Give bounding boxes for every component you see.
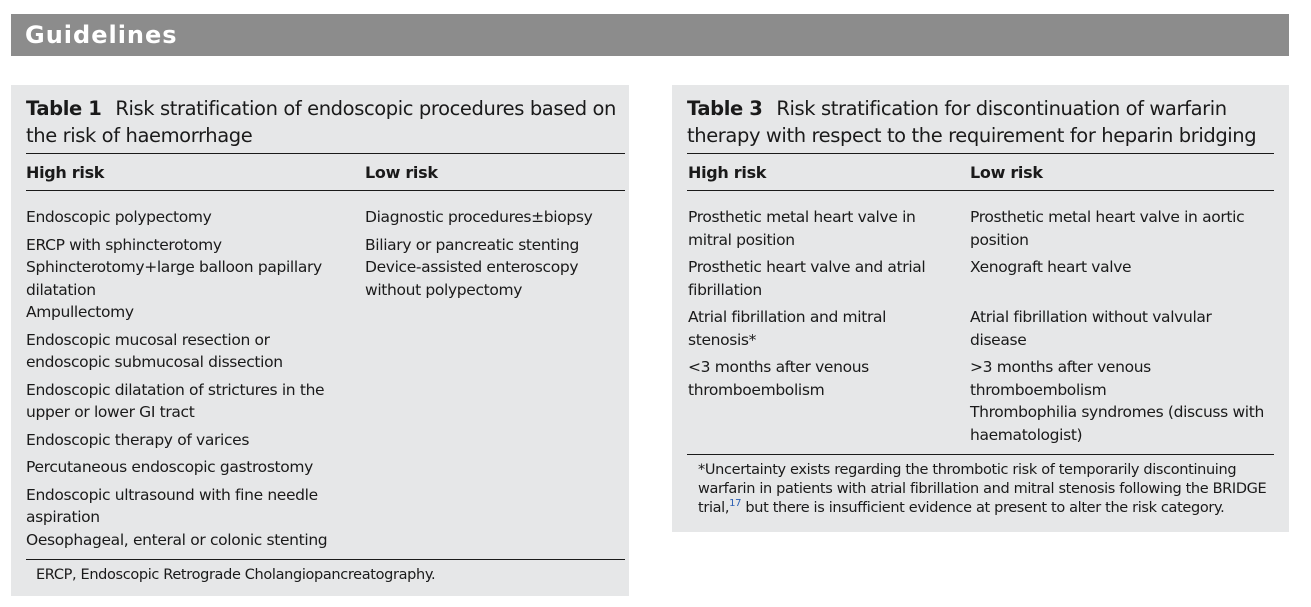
table-cell: Prosthetic metal heart valve in aortic position [970,208,1245,249]
table-3-bottom-rule [687,454,1274,455]
table-cell: Endoscopic ultrasound with fine needle aspiration [26,485,318,526]
table-cell: Diagnostic procedures±biopsy [365,208,593,226]
table-1-header-rule [26,190,625,191]
table-1-low-column [365,206,615,301]
table-3-header-low: Low risk [970,163,1043,182]
table-cell: Endoscopic dilatation of strictures in the upper or lower GI tract [26,380,325,421]
table-cell: Sphincterotomy+large balloon papillary dilatation [26,258,322,299]
table-3-high-column [688,206,928,401]
section-title: Guidelines [25,21,178,49]
table-1-header-high: High risk [26,163,105,182]
table-3-low-column [970,206,1272,446]
table-cell: Thrombophilia syndromes (discuss with haematologist) [970,403,1264,444]
table-1-header-low: Low risk [365,163,438,182]
table-1-caption [26,95,616,149]
table-cell: Prosthetic heart valve and atrial fibrillation [688,258,926,299]
table-3-caption [687,95,1277,149]
table-cell: >3 months after venous thromboembolism [970,358,1151,399]
table-cell: Biliary or pancreatic stenting [365,235,579,254]
table-cell: Endoscopic therapy of varices [26,430,250,449]
reference-17-link[interactable]: 17 [729,498,742,509]
table-1-top-rule [26,153,625,154]
table-1-number: Table 1 [26,97,102,120]
table-3-header-rule [687,190,1274,191]
table-3-footnote-text: *Uncertainty exists regarding the thrombotic risk of temporarily discontinuing warfarin in patients with atrial fibrillation and mitral stenosis following the BRIDGE trial, [698,462,1267,516]
table-3-panel [672,85,1289,532]
table-1-footnote: ERCP, Endoscopic Retrograde Cholangiopancreatography. [36,567,436,583]
table-cell: Device-assisted enteroscopy without polypectomy [365,258,579,299]
table-3-caption-text: Risk stratification for discontinuation of warfarin therapy with respect to the requirement for heparin bridging [687,97,1257,147]
table-1-high-column [26,206,351,551]
table-1-caption-text: Risk stratification of endoscopic procedures based on the risk of haemorrhage [26,97,616,147]
table-3-top-rule [687,153,1274,154]
table-cell: Endoscopic polypectomy [26,208,212,226]
table-3-footnote [698,461,1268,518]
section-banner [11,14,1289,56]
table-cell: Oesophageal, enteral or colonic stenting [26,530,328,549]
table-3-header-high: High risk [688,163,767,182]
table-cell: Ampullectomy [26,303,134,321]
table-3-number: Table 3 [687,97,763,120]
table-cell: Prosthetic metal heart valve in mitral position [688,208,916,249]
table-cell: Percutaneous endoscopic gastrostomy [26,458,313,476]
table-cell: Atrial fibrillation and mitral stenosis* [688,308,887,349]
table-cell: <3 months after venous thromboembolism [688,358,869,399]
table-3-footnote-text-end: but there is insufficient evidence at present to alter the risk category. [741,500,1225,516]
table-cell: ERCP with sphincterotomy [26,235,222,254]
table-cell: Xenograft heart valve [970,258,1132,276]
table-cell: Endoscopic mucosal resection or endoscopic submucosal dissection [26,330,283,371]
table-1-panel [11,85,629,596]
table-1-bottom-rule [26,559,625,560]
table-cell: Atrial fibrillation without valvular disease [970,308,1212,349]
